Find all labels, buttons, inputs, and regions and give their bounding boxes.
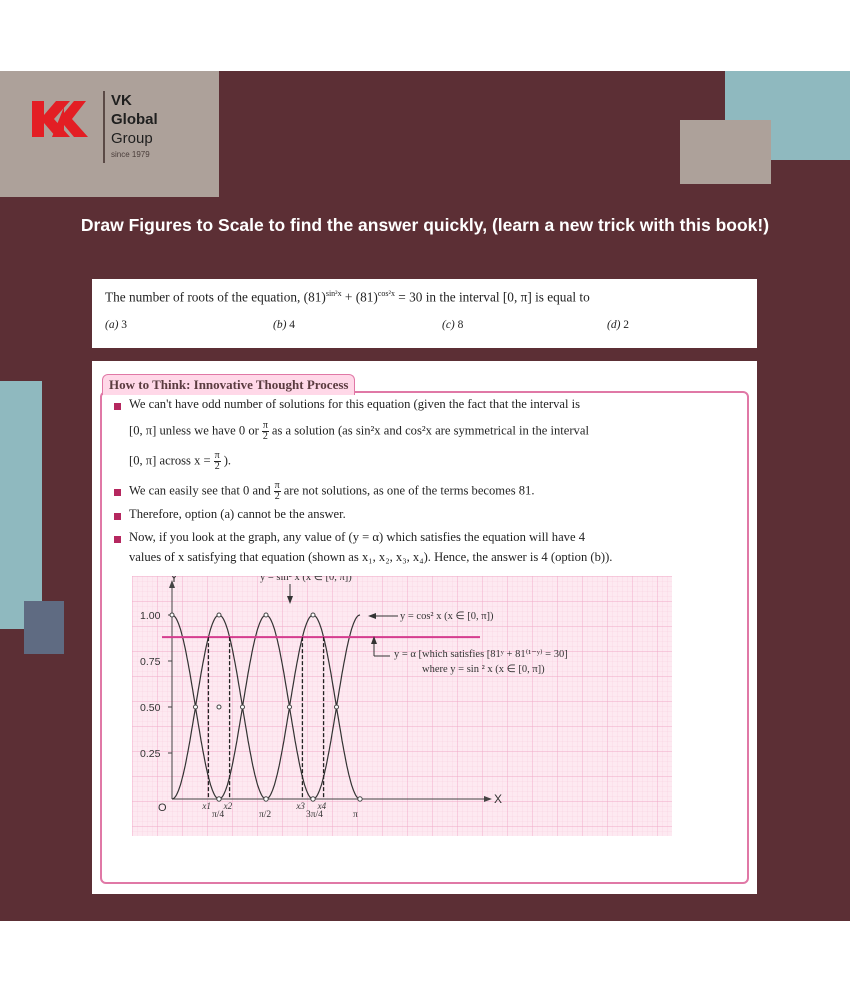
y-tick-label: 0.75 [140,656,161,668]
x-tick-dot [358,797,362,801]
root-label: x4 [317,801,327,811]
x-tick-dot [264,797,268,801]
x-tick-label: π/2 [259,810,272,820]
curve-point [170,613,174,617]
curve-point [194,705,198,709]
question-text: The number of roots of the equation, $(81)^{sin^2x} + (81)^{cos^2x} = 30$ in the interval [0, π] is equal to [105,289,590,305]
bullet-1-line-2: [0, π] unless we have 0 or $\frac{\pi}{2}$ as a solution (as sin²x and cos²x are symmetrical in the interval [129,420,589,442]
bullet-4-line-1: Now, if you look at the graph, any value of (y = α) which satisfies the equation will have 4 [129,530,586,544]
bullet-icon [114,513,121,520]
y-tick-label: 0.50 [140,702,161,714]
curve-point [335,705,339,709]
bullet-4-line-2: values of x satisfying that equation (shown as x₁, x₂, x₃, x₄). Hence, the answer is 4 (option (b)). [129,550,613,564]
brand-line-2: Global [111,111,158,128]
x-tick-label: 3π/4 [306,810,323,820]
y-tick-label: 1.00 [140,610,161,622]
brand-line-1: VK [111,92,132,109]
vk-logo-icon [28,93,90,145]
root-label: x3 [296,801,305,811]
x-tick-label: π [353,810,358,820]
curve-point [288,705,292,709]
alpha-label-line-2: where y = sin ² x (x ∈ [0, π]) [422,664,545,675]
x-tick-dot [311,797,315,801]
curve-point [264,613,268,617]
option-d: (d) 2 [607,319,630,331]
brand-line-3: Group [111,130,153,147]
bullet-3: Therefore, option (a) cannot be the answer. [129,507,346,521]
curve-point [217,613,221,617]
graph-canvas [132,576,672,836]
bullet-1-line-1: We can't have odd number of solutions for this equation (given the fact that the interval is [129,397,581,411]
curve-point [217,705,221,709]
logo-divider [103,91,105,163]
brand-logo-panel [0,71,219,197]
bullet-icon [114,403,121,410]
cos-curve-label: y = cos² x (x ∈ [0, π]) [400,611,494,622]
bullet-2: We can easily see that 0 and $\frac{\pi}{2}$ are not solutions, as one of the terms becomes 81. [129,480,535,502]
curve-point [241,705,245,709]
x-tick-dot [217,797,221,801]
option-c: (c) 8 [442,319,464,331]
brand-name [111,91,158,162]
decor-beige-block [680,120,771,184]
sin-curve-label: y = sin² x (x ∈ [0, π]) [260,576,352,583]
bullet-icon [114,489,121,496]
sin-cos-graph [132,576,672,836]
root-label: x2 [223,801,233,811]
bullet-1-line-3: [0, π] across x = $\frac{\pi}{2}$ ). [129,450,232,472]
decor-slate-block [24,601,64,654]
thought-process-card [92,361,757,894]
alpha-label-line-1: y = α [which satisfies [81ʸ + 81⁽¹⁻ʸ⁾ = 30] [394,649,568,660]
root-label: x1 [202,801,211,811]
option-b: (b) 4 [273,319,296,331]
y-axis-label: Y [170,576,179,585]
headline: Draw Figures to Scale to find the answer quickly, (learn a new trick with this book!) [80,215,770,235]
x-tick-label: π/4 [212,810,225,820]
bullet-icon [114,536,121,543]
question-card [92,279,757,348]
curve-point [311,613,315,617]
y-tick-label: 0.25 [140,748,161,760]
brand-since: since 1979 [111,150,150,159]
decor-teal-strip [0,381,42,629]
thought-title: How to Think: Innovative Thought Process [102,374,355,395]
option-a: (a) 3 [105,319,128,331]
origin-label: O [158,802,167,814]
promo-banner [0,71,850,921]
x-axis-label: X [494,792,503,806]
